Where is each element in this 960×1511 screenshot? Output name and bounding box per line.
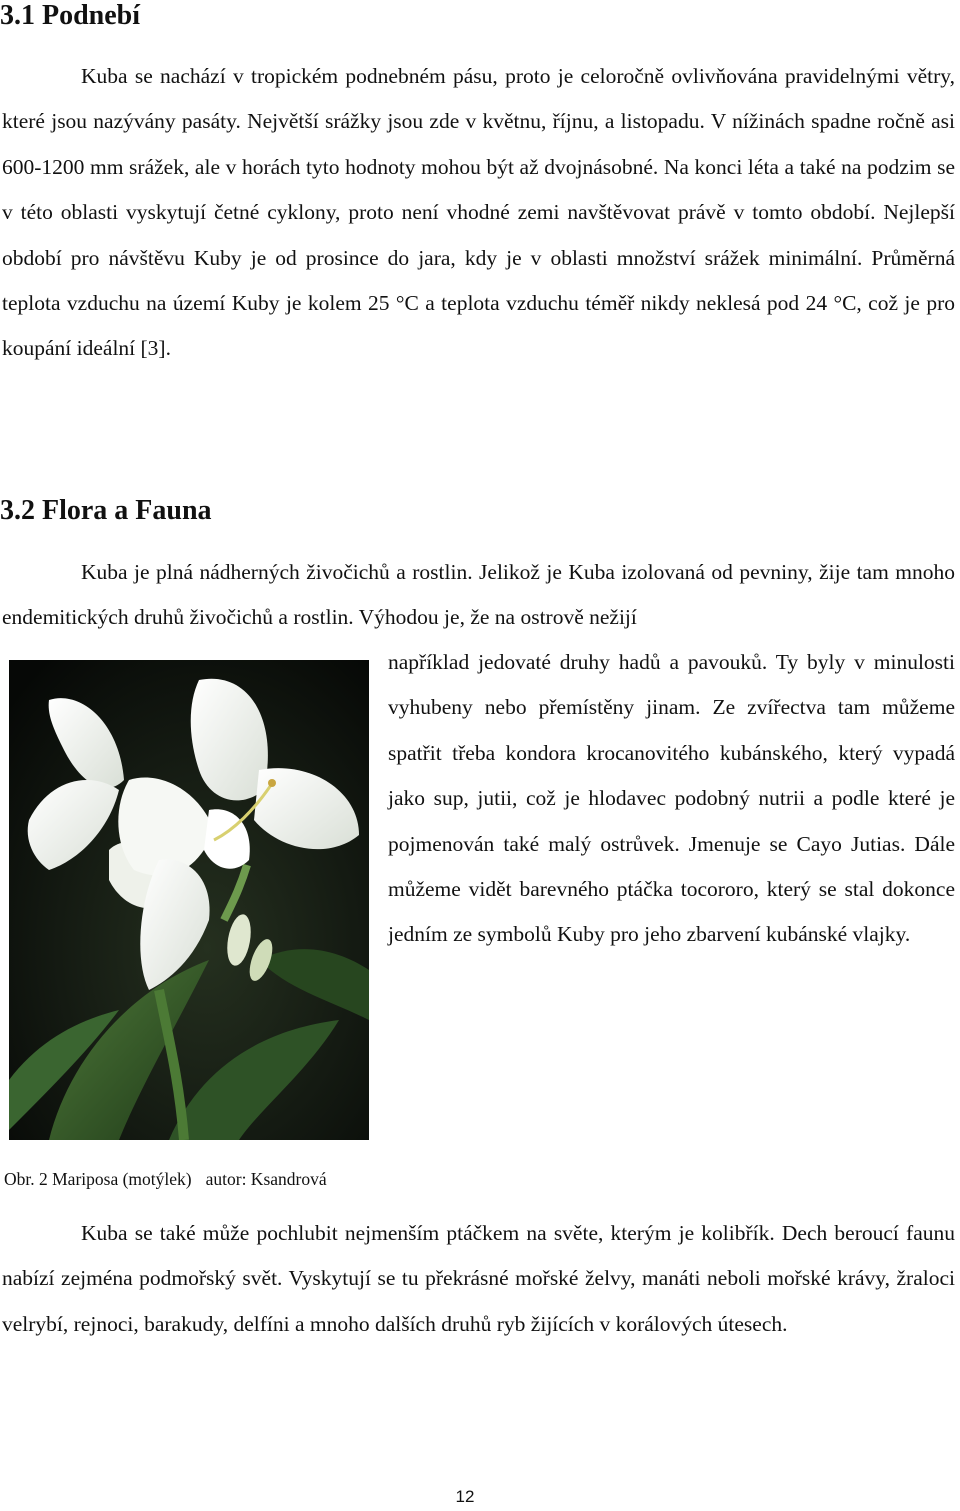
fauna-paragraph-bottom: Kuba se také může pochlubit nejmenším ptáčkem na světe, kterým je kolibřík. Dech beroucí faunu nabízí zejména podmořský svět. Vyskytují se tu překrásné mořské želvy, manáti neboli mořské krávy, žraloci velrybí, rejnoci, barakudy, delfíni a mnoho dalších druhů ryb žijících v korálových útesech. <box>2 1221 955 1336</box>
flora-paragraph-top: Kuba je plná nádherných živočichů a rostlin. Jelikož je Kuba izolovaná od pevniny, žije tam mnoho endemitických druhů živočichů a rostlin. Výhodou je, že na ostrově nežijí <box>2 560 955 630</box>
figure-caption <box>4 1167 327 1191</box>
flora-paragraph-side: například jedovaté druhy hadů a pavouků. Ty byly v minulosti vyhubeny nebo přemístěny jinam. Ze zvířectva tam můžeme spatřit třeba kondora krocanovitého kubánského, který vypadá jako sup, jutii, což je hlodavec podobný nutrii a podle které je pojmenován také malý ostrůvek. Jmenuje se Cayo Jutias. Dále můžeme vidět barevného ptáčka tocororo, který se stal dokonce jedním ze symbolů Kuby pro jeho zbarvení kubánské vlajky. <box>388 650 955 947</box>
page-number: 12 <box>455 1487 475 1506</box>
section-heading-flora-fauna: 3.2 Flora a Fauna <box>0 495 212 526</box>
section-heading-climate: 3.1 Podnebí <box>0 0 141 31</box>
figure-caption-label: Obr. 2 Mariposa (motýlek) <box>4 1169 192 1189</box>
white-flower-image <box>9 660 369 1140</box>
climate-paragraph: Kuba se nachází v tropickém podnebném pásu, proto je celoročně ovlivňována pravidelnými větry, které jsou nazývány pasáty. Největší srážky jsou zde v květnu, říjnu, a listopadu. V nížinách spadne ročně asi 600-1200 mm srážek, ale v horách tyto hodnoty mohou být až dvojnásobné. Na konci léta a také na podzim se v této oblasti vyskytují četné cyklony, proto není vhodné zemi navštěvovat právě v tomto období. Nejlepší období pro návštěvu Kuby je od prosince do jara, kdy je v oblasti množství srážek minimální. Průměrná teplota vzduchu na území Kuby je kolem 25 °C a teplota vzduchu téměř nikdy neklesá pod 24 °C, což je pro koupání ideální [3]. <box>2 64 955 361</box>
flower-photo <box>9 660 369 1140</box>
figure-caption-author: autor: Ksandrová <box>205 1169 327 1189</box>
